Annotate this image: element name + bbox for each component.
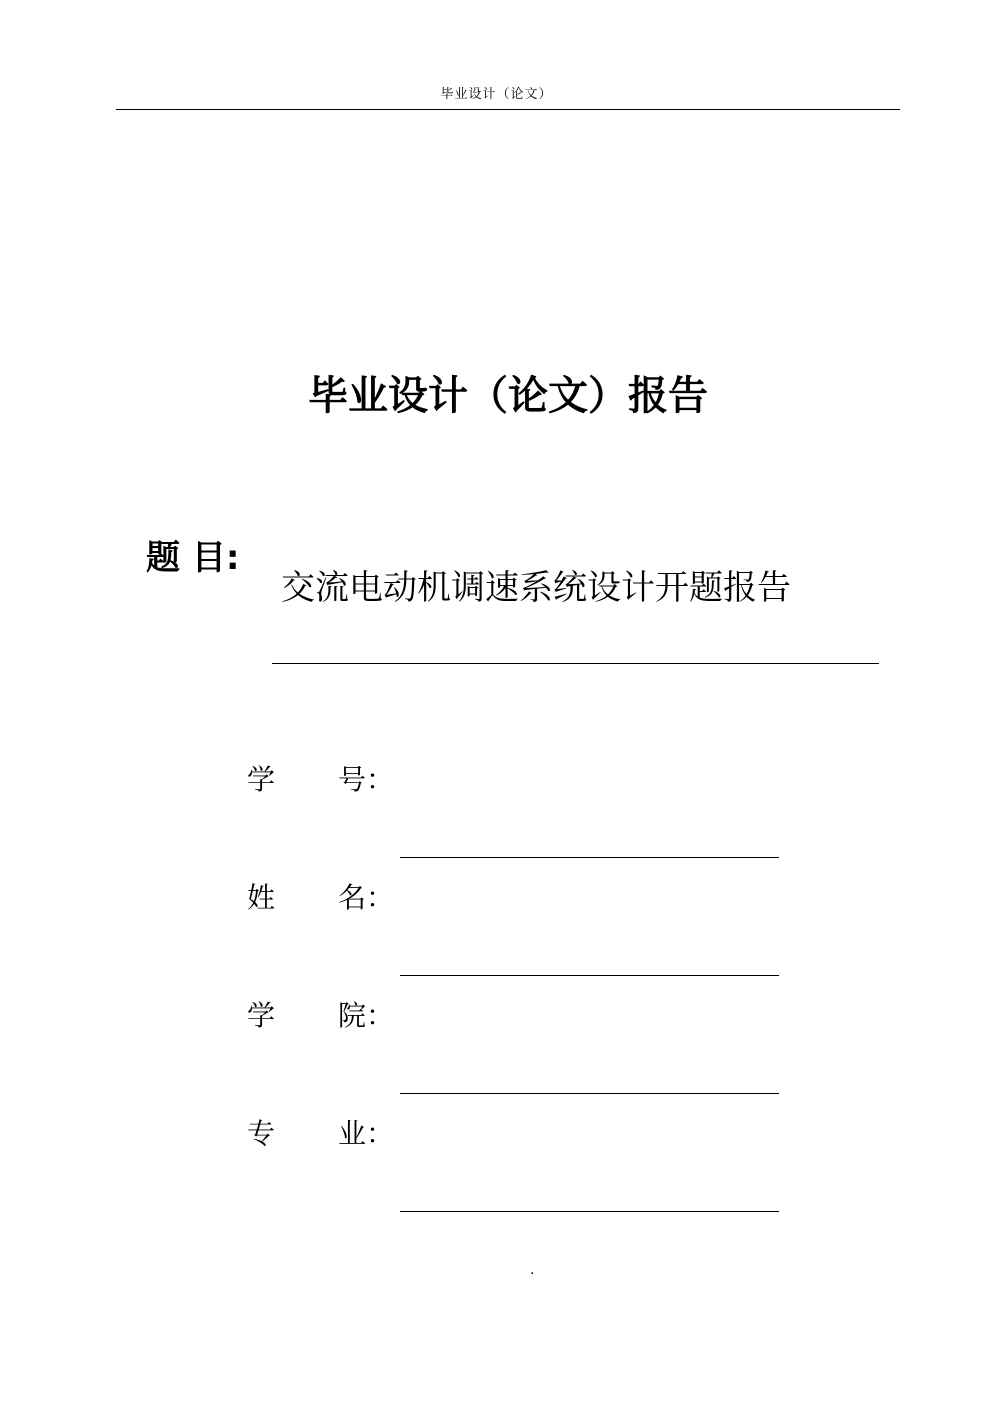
college-label-first: 学 xyxy=(247,999,276,1032)
topic-value: 交流电动机调速系统设计开题报告 xyxy=(281,568,791,608)
major-field[interactable] xyxy=(400,1211,779,1212)
cover-title: 毕业设计（论文）报告 xyxy=(308,373,708,419)
topic-label: 题 目: xyxy=(146,538,240,578)
name-label-first: 姓 xyxy=(247,881,276,914)
name-field[interactable] xyxy=(400,975,779,976)
major-label-first: 专 xyxy=(247,1117,276,1150)
footer-mark: . xyxy=(530,1262,535,1278)
topic-underline xyxy=(272,663,879,664)
college-label-second: 院： xyxy=(338,999,395,1032)
name-label-second: 名： xyxy=(338,881,395,914)
student-number-label-first: 学 xyxy=(247,763,276,796)
header-rule xyxy=(116,109,900,110)
student-number-label-second: 号： xyxy=(338,763,395,796)
college-field[interactable] xyxy=(400,1093,779,1094)
student-number-field[interactable] xyxy=(400,857,779,858)
major-label-second: 业： xyxy=(338,1117,395,1150)
running-header: 毕业设计（论文） xyxy=(440,87,553,102)
